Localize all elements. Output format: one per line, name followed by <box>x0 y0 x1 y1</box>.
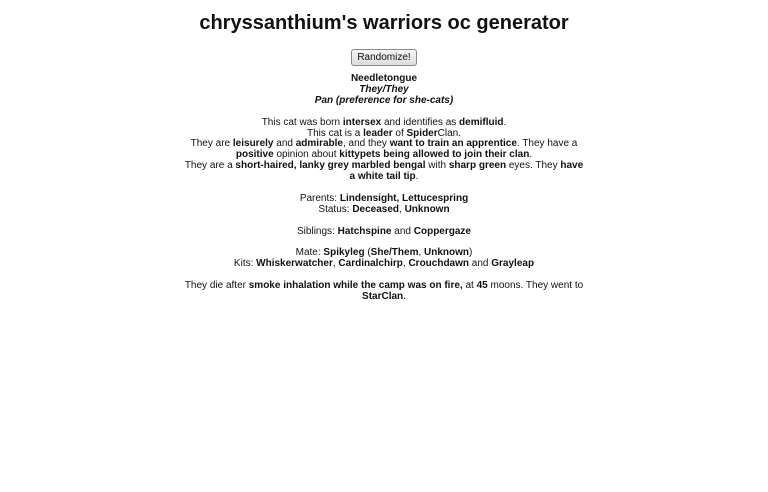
mate-label: Mate: <box>295 247 324 259</box>
text: . <box>529 149 533 161</box>
text: . They have a <box>516 138 578 150</box>
oc-result <box>184 74 584 303</box>
page-title: chryssanthium's warriors oc generator <box>199 12 569 34</box>
text: , <box>332 258 339 270</box>
opinion-topic: kittypets being allowed to join their clan <box>339 149 530 161</box>
text: , <box>402 258 409 270</box>
opinion: positive <box>235 149 274 161</box>
trait: leisurely <box>232 138 274 150</box>
sibling: Hatchspine <box>337 225 392 237</box>
kit: Crouchdawn <box>408 258 470 270</box>
kit: Whiskerwatcher <box>256 258 333 270</box>
gender: demifluid <box>459 116 504 128</box>
afterlife: StarClan <box>362 291 404 303</box>
text: This cat was born <box>261 116 343 128</box>
appearance: short-haired, lanky grey marbled bengal <box>235 160 426 172</box>
text: opinion about <box>273 149 340 161</box>
text: ) <box>469 247 473 259</box>
mate-kits-section <box>184 248 584 270</box>
sibling: Coppergaze <box>413 225 471 237</box>
mate: Spikyleg <box>323 247 365 259</box>
text: and <box>469 258 492 270</box>
text: . <box>415 171 419 183</box>
text: This cat is a <box>307 127 364 139</box>
kits-label: Kits: <box>233 258 257 270</box>
rank: leader <box>363 127 393 139</box>
parents-section <box>184 194 584 216</box>
siblings-label: Siblings: <box>297 225 338 237</box>
randomize-button[interactable]: Randomize! <box>351 49 416 66</box>
text: at <box>462 280 477 292</box>
text: eyes. They <box>506 160 561 172</box>
cat-pronouns: They/They <box>359 83 409 95</box>
eyes: sharp green <box>448 160 507 172</box>
death-age: 45 <box>476 280 488 292</box>
parent-status: Unknown <box>404 203 450 215</box>
text: They die after <box>184 280 249 292</box>
clan: Spider <box>406 127 438 139</box>
parent-status: Deceased <box>352 203 400 215</box>
trait: admirable <box>295 138 343 150</box>
text: and <box>273 138 296 150</box>
cat-header <box>184 74 584 107</box>
text: , and they <box>342 138 390 150</box>
text: and identifies as <box>381 116 460 128</box>
text: with <box>425 160 449 172</box>
goal: want to train an apprentice <box>389 138 517 150</box>
parents: Lindensight, Lettucespring <box>339 192 469 204</box>
status-label: Status: <box>318 203 353 215</box>
text: Clan. <box>437 127 461 139</box>
parents-label: Parents: <box>299 192 340 204</box>
kit: Cardinalchirp <box>338 258 403 270</box>
mate-status: Unknown <box>424 247 470 259</box>
text: of <box>392 127 407 139</box>
death-cause: smoke inhalation while the camp was on fire, <box>248 280 463 292</box>
text: , <box>399 203 405 215</box>
cat-name: Needletongue <box>350 73 418 84</box>
marking: have a white tail tip <box>349 160 584 183</box>
siblings-section <box>184 227 584 238</box>
kit: Grayleap <box>491 258 535 270</box>
text: They are <box>190 138 233 150</box>
text: They are a <box>184 160 236 172</box>
text: ( <box>364 247 371 259</box>
text: , <box>418 247 425 259</box>
cat-orientation: Pan (preference for she-cats) <box>314 94 454 106</box>
text: . <box>503 116 507 128</box>
text: . <box>403 291 406 303</box>
text: and <box>391 225 414 237</box>
sex: intersex <box>342 116 382 128</box>
text: moons. They went to <box>487 280 584 292</box>
death-section <box>184 281 584 303</box>
mate-pronouns: She/Them <box>370 247 419 259</box>
cat-bio <box>184 118 584 183</box>
